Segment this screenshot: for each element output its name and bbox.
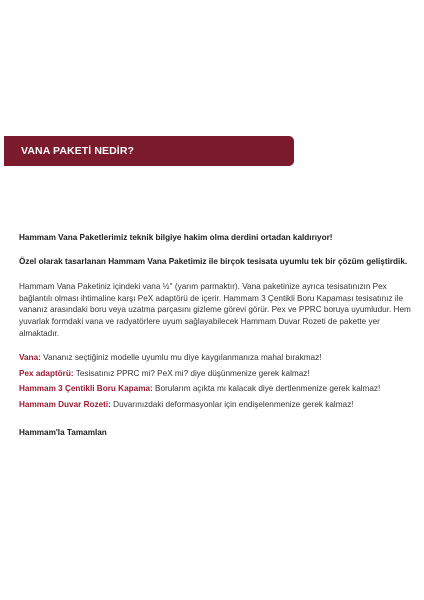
feature-label: Pex adaptörü: xyxy=(19,368,74,378)
feature-text: Vananız seçtiğiniz modelle uyumlu mu diye kaygılanmanıza mahal bırakmaz! xyxy=(40,353,322,363)
feature-label: Hammam Duvar Rozeti: xyxy=(19,399,111,409)
closing-tagline: Hammam'la Tamamlan xyxy=(19,427,107,437)
feature-text: Tesisatınız PPRC mi? PeX mi? diye düşünmenize gerek kalmaz! xyxy=(73,368,310,378)
feature-item-vana xyxy=(19,352,411,364)
product-description xyxy=(19,232,411,438)
feature-label: Vana: xyxy=(19,353,41,363)
package-description: Hammam Vana Paketiniz içindeki vana ½'' (yarım parmaktır). Vana paketinize ayrıca tesisatınızın Pex bağlantılı olması ihtimaline karşı PeX adaptörü de içerir. Hammam 3 Çentikli Boru Kapaması tesisatınız ile vananız arasındaki boru veya uzatma parçasını gizleme görevi görür. Pex ve PPRC boruya uyumludur. Hem yuvarlak formdaki vana ve radyatörlere uyum sağlayabilecek Hammam Duvar Rozeti de pakette yer almaktadır. xyxy=(19,282,411,338)
feature-label: Hammam 3 Çentikli Boru Kapama: xyxy=(19,384,153,394)
intro-subheadline: Özel olarak tasarlanan Hammam Vana Paketimiz ile birçok tesisata uyumlu tek bir çözüm geliştirdik. xyxy=(19,256,408,266)
feature-item-pex-adaptor xyxy=(19,368,411,380)
feature-item-duvar-rozeti xyxy=(19,399,411,411)
section-banner xyxy=(4,136,294,166)
feature-text: Duvarınızdaki deformasyonlar için endişelenmenize gerek kalmaz! xyxy=(110,399,354,409)
feature-item-boru-kapama xyxy=(19,383,411,395)
intro-headline: Hammam Vana Paketlerimiz teknik bilgiye hakim olma derdini ortadan kaldırıyor! xyxy=(19,233,333,242)
feature-text: Borularım açıkta mı kalacak diye dertlenmenize gerek kalmaz! xyxy=(152,384,381,394)
banner-title: VANA PAKETİ NEDİR? xyxy=(21,145,135,157)
